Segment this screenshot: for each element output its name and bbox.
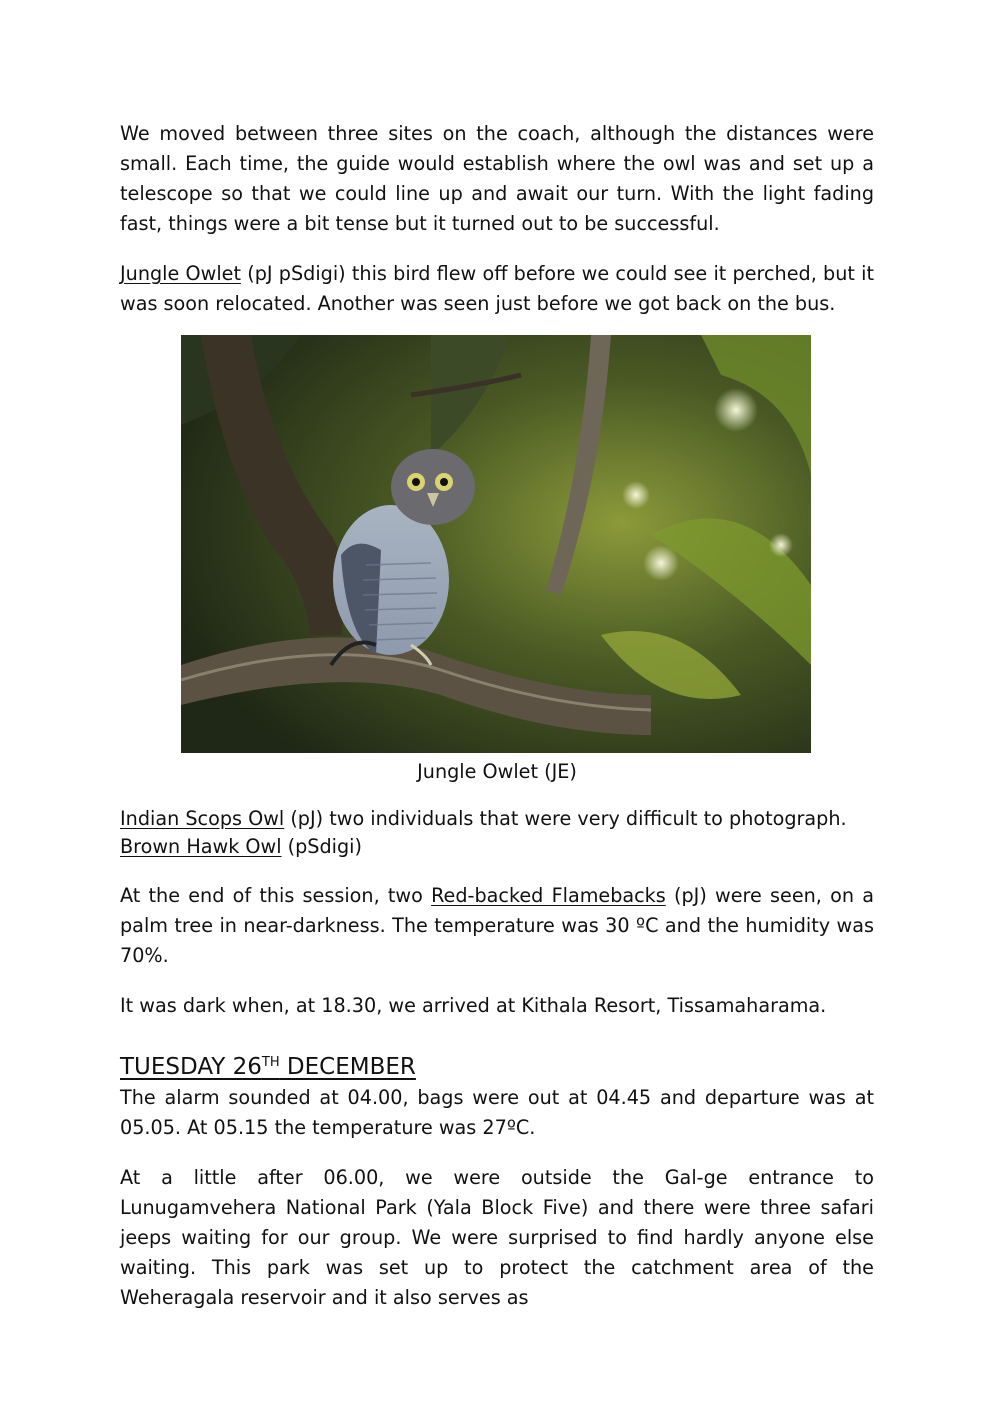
paragraph-sites: We moved between three sites on the coach, although the distances were small. Each time, the guide would establish where the owl was and set up a telescope so that we could line up and await our turn. With the light fading fast, things were a bit tense but it turned out to be successful.: [120, 122, 874, 235]
paragraph-jungle-owlet: [120, 259, 874, 319]
day-heading-suffix: TH: [261, 1055, 280, 1070]
species-indian-scops-owl: Indian Scops Owl: [120, 807, 285, 830]
species-brown-hawk-owl: Brown Hawk Owl: [120, 835, 282, 858]
paragraph-jungle-owlet-text: (pJ pSdigi) this bird flew off before we could see it perched, but it was soon relocated. Another was seen just before we got back on the bus.: [120, 262, 874, 315]
paragraph-flamebacks-start: At the end of this session, two: [120, 884, 432, 907]
species-jungle-owlet: Jungle Owlet: [120, 262, 241, 285]
owlet-photo: [181, 335, 811, 753]
photo-caption: Jungle Owlet (JE): [417, 760, 577, 783]
day-heading: [120, 1051, 874, 1083]
paragraph-flamebacks-text: (pJ) were seen, on a palm tree in near-darkness. The temperature was 30 ºC and the humidity was 70%.: [120, 884, 874, 967]
paragraph-flamebacks: [120, 881, 874, 971]
paragraph-indian-scops-owl-text: (pJ) two individuals that were very difficult to photograph.: [284, 807, 847, 830]
day-heading-day: TUESDAY 26: [120, 1054, 262, 1080]
paragraph-brown-hawk-owl: [120, 833, 874, 861]
species-red-backed-flamebacks: Red-backed Flamebacks: [431, 884, 666, 907]
day-heading-month: DECEMBER: [279, 1054, 416, 1080]
paragraph-park: At a little after 06.00, we were outside the Gal-ge entrance to Lunugamvehera National Park (Yala Block Five) and there were three safari jeeps waiting for our group. We were surprised to find hardly anyone else waiting. This park was set up to protect the catchment area of the Weheragala reservoir and it also serves as: [120, 1166, 874, 1309]
paragraph-brown-hawk-owl-text: (pSdigi): [281, 835, 362, 858]
paragraph-arrival: It was dark when, at 18.30, we arrived at Kithala Resort, Tissamaharama.: [120, 994, 827, 1017]
owlet-image: [181, 335, 811, 753]
paragraph-alarm: The alarm sounded at 04.00, bags were out at 04.45 and departure was at 05.05. At 05.15 the temperature was 27ºC.: [120, 1086, 874, 1139]
paragraph-indian-scops-owl: [120, 805, 874, 833]
document-page: [120, 119, 874, 1313]
